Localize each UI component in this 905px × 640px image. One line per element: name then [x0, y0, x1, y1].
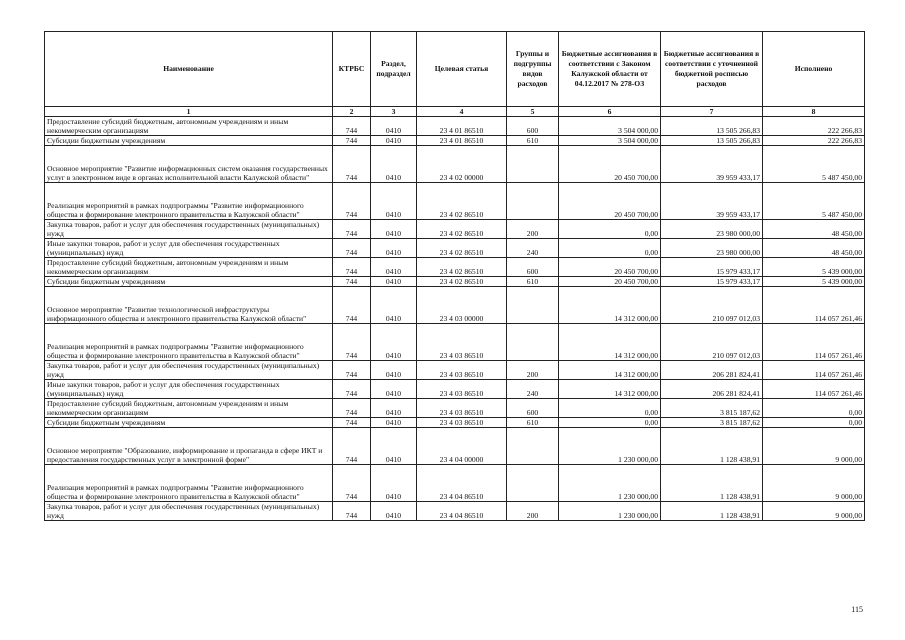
cell-name: Закупка товаров, работ и услуг для обеспечения государственных (муниципальных) нужд: [45, 220, 333, 239]
cell-section: 0410: [371, 465, 417, 502]
cell-name: Иные закупки товаров, работ и услуг для обеспечения государственных (муниципальных) нужд: [45, 239, 333, 258]
cell-name: Предоставление субсидий бюджетным, автономным учреждениям и иным некоммерческим организациям: [45, 399, 333, 418]
table-row: [45, 361, 865, 380]
cell-name: Реализация мероприятий в рамках подпрограммы "Развитие информационного общества и формирование электронного правительства в Калужской области": [45, 183, 333, 220]
cell-ktrbs: 744: [333, 239, 371, 258]
cell-group: 200: [507, 220, 559, 239]
cell-ktrbs: 744: [333, 399, 371, 418]
cell-ktrbs: 744: [333, 361, 371, 380]
cell-target: 23 4 02 86510: [417, 239, 507, 258]
cell-updated: 206 281 824,41: [661, 361, 763, 380]
table-row: [45, 502, 865, 521]
table-row: [45, 428, 865, 465]
cell-executed: 222 266,83: [763, 136, 865, 146]
cell-updated: 39 959 433,17: [661, 146, 763, 183]
cell-name: Субсидии бюджетным учреждениям: [45, 277, 333, 287]
table-row: [45, 183, 865, 220]
cell-executed: 9 000,00: [763, 428, 865, 465]
cell-section: 0410: [371, 361, 417, 380]
table-row: [45, 277, 865, 287]
cell-target: 23 4 02 86510: [417, 277, 507, 287]
cell-group: [507, 428, 559, 465]
cell-section: 0410: [371, 117, 417, 136]
cell-law: 0,00: [559, 418, 661, 428]
column-number: 3: [371, 107, 417, 117]
cell-law: 20 450 700,00: [559, 277, 661, 287]
cell-updated: 210 097 012,03: [661, 287, 763, 324]
cell-section: 0410: [371, 183, 417, 220]
cell-ktrbs: 744: [333, 287, 371, 324]
cell-updated: 206 281 824,41: [661, 380, 763, 399]
cell-group: 610: [507, 136, 559, 146]
cell-ktrbs: 744: [333, 428, 371, 465]
table-row: [45, 117, 865, 136]
cell-name: Иные закупки товаров, работ и услуг для обеспечения государственных (муниципальных) нужд: [45, 380, 333, 399]
cell-law: 20 450 700,00: [559, 183, 661, 220]
cell-section: 0410: [371, 258, 417, 277]
budget-table: [44, 31, 865, 521]
cell-target: 23 4 03 86510: [417, 380, 507, 399]
cell-law: 3 504 000,00: [559, 117, 661, 136]
cell-executed: 5 487 450,00: [763, 146, 865, 183]
cell-group: 200: [507, 502, 559, 521]
cell-section: 0410: [371, 220, 417, 239]
column-number: 1: [45, 107, 333, 117]
page-number: 115: [851, 605, 863, 614]
table-row: [45, 465, 865, 502]
cell-executed: 9 000,00: [763, 502, 865, 521]
cell-target: 23 4 02 86510: [417, 258, 507, 277]
cell-target: 23 4 02 86510: [417, 183, 507, 220]
cell-section: 0410: [371, 277, 417, 287]
cell-section: 0410: [371, 146, 417, 183]
cell-name: Субсидии бюджетным учреждениям: [45, 136, 333, 146]
cell-group: 240: [507, 380, 559, 399]
cell-executed: 0,00: [763, 418, 865, 428]
cell-section: 0410: [371, 287, 417, 324]
cell-updated: 3 815 187,62: [661, 399, 763, 418]
cell-updated: 39 959 433,17: [661, 183, 763, 220]
cell-target: 23 4 01 86510: [417, 136, 507, 146]
cell-law: 3 504 000,00: [559, 136, 661, 146]
cell-law: 20 450 700,00: [559, 258, 661, 277]
cell-section: 0410: [371, 399, 417, 418]
cell-ktrbs: 744: [333, 380, 371, 399]
cell-executed: 5 439 000,00: [763, 277, 865, 287]
cell-group: 610: [507, 277, 559, 287]
cell-ktrbs: 744: [333, 136, 371, 146]
cell-updated: 23 980 000,00: [661, 220, 763, 239]
cell-ktrbs: 744: [333, 220, 371, 239]
cell-name: Основное мероприятие "Развитие технологической инфраструктуры информационного общества и электронного правительства Калужской области": [45, 287, 333, 324]
cell-name: Основное мероприятие "Образование, информирование и пропаганда в сфере ИКТ и предоставления государственных услуг в электронной форме": [45, 428, 333, 465]
table-row: [45, 258, 865, 277]
cell-group: 600: [507, 117, 559, 136]
cell-updated: 3 815 187,62: [661, 418, 763, 428]
cell-law: 0,00: [559, 220, 661, 239]
cell-section: 0410: [371, 502, 417, 521]
cell-ktrbs: 744: [333, 465, 371, 502]
header-budget-updated: Бюджетные ассигнования в соответствии с уточненной бюджетной росписью расходов: [661, 32, 763, 107]
cell-executed: 222 266,83: [763, 117, 865, 136]
cell-group: 600: [507, 258, 559, 277]
cell-law: 1 230 000,00: [559, 428, 661, 465]
cell-ktrbs: 744: [333, 146, 371, 183]
cell-group: 200: [507, 361, 559, 380]
cell-section: 0410: [371, 428, 417, 465]
cell-group: 240: [507, 239, 559, 258]
cell-target: 23 4 04 00000: [417, 428, 507, 465]
cell-law: 14 312 000,00: [559, 287, 661, 324]
cell-group: [507, 465, 559, 502]
column-number: 2: [333, 107, 371, 117]
cell-name: Предоставление субсидий бюджетным, автономным учреждениям и иным некоммерческим организациям: [45, 258, 333, 277]
cell-name: Реализация мероприятий в рамках подпрограммы "Развитие информационного общества и формирование электронного правительства в Калужской области": [45, 465, 333, 502]
cell-updated: 1 128 438,91: [661, 502, 763, 521]
cell-group: [507, 287, 559, 324]
cell-name: Предоставление субсидий бюджетным, автономным учреждениям и иным некоммерческим организациям: [45, 117, 333, 136]
cell-name: Основное мероприятие "Развитие информационных систем оказания государственных услуг в электронном виде в органах исполнительной власти Калужской области": [45, 146, 333, 183]
table-row: [45, 380, 865, 399]
column-number: 7: [661, 107, 763, 117]
cell-target: 23 4 04 86510: [417, 465, 507, 502]
cell-name: Закупка товаров, работ и услуг для обеспечения государственных (муниципальных) нужд: [45, 502, 333, 521]
cell-law: 1 230 000,00: [559, 465, 661, 502]
cell-target: 23 4 03 86510: [417, 418, 507, 428]
cell-updated: 1 128 438,91: [661, 465, 763, 502]
cell-updated: 210 097 012,03: [661, 324, 763, 361]
table-row: [45, 287, 865, 324]
cell-executed: 48 450,00: [763, 239, 865, 258]
cell-updated: 15 979 433,17: [661, 277, 763, 287]
header-section: Раздел, подраздел: [371, 32, 417, 107]
cell-ktrbs: 744: [333, 324, 371, 361]
header-group: Группы и подгруппы видов расходов: [507, 32, 559, 107]
cell-section: 0410: [371, 380, 417, 399]
cell-target: 23 4 04 86510: [417, 502, 507, 521]
cell-executed: 5 439 000,00: [763, 258, 865, 277]
cell-section: 0410: [371, 418, 417, 428]
cell-section: 0410: [371, 324, 417, 361]
table-row: [45, 136, 865, 146]
cell-target: 23 4 03 86510: [417, 324, 507, 361]
table-row: [45, 418, 865, 428]
cell-executed: 114 057 261,46: [763, 361, 865, 380]
header-target: Целевая статья: [417, 32, 507, 107]
table-row: [45, 220, 865, 239]
column-number: 4: [417, 107, 507, 117]
header-name: Наименование: [45, 32, 333, 107]
column-number: 8: [763, 107, 865, 117]
cell-updated: 1 128 438,91: [661, 428, 763, 465]
cell-target: 23 4 01 86510: [417, 117, 507, 136]
cell-executed: 114 057 261,46: [763, 324, 865, 361]
cell-ktrbs: 744: [333, 258, 371, 277]
cell-law: 14 312 000,00: [559, 380, 661, 399]
cell-target: 23 4 03 86510: [417, 361, 507, 380]
cell-name: Субсидии бюджетным учреждениям: [45, 418, 333, 428]
header-budget-law: Бюджетные ассигнования в соответствии с Законом Калужской области от 04.12.2017 № 278-ОЗ: [559, 32, 661, 107]
cell-ktrbs: 744: [333, 183, 371, 220]
column-number: 5: [507, 107, 559, 117]
cell-target: 23 4 03 00000: [417, 287, 507, 324]
cell-target: 23 4 02 00000: [417, 146, 507, 183]
column-number: 6: [559, 107, 661, 117]
cell-group: [507, 146, 559, 183]
cell-target: 23 4 03 86510: [417, 399, 507, 418]
cell-ktrbs: 744: [333, 277, 371, 287]
cell-law: 14 312 000,00: [559, 361, 661, 380]
column-number-row: [45, 107, 865, 117]
cell-target: 23 4 02 86510: [417, 220, 507, 239]
cell-name: Закупка товаров, работ и услуг для обеспечения государственных (муниципальных) нужд: [45, 361, 333, 380]
cell-ktrbs: 744: [333, 418, 371, 428]
cell-updated: 15 979 433,17: [661, 258, 763, 277]
cell-group: [507, 183, 559, 220]
cell-executed: 114 057 261,46: [763, 287, 865, 324]
cell-law: 1 230 000,00: [559, 502, 661, 521]
table-row: [45, 399, 865, 418]
cell-section: 0410: [371, 136, 417, 146]
cell-ktrbs: 744: [333, 117, 371, 136]
cell-law: 14 312 000,00: [559, 324, 661, 361]
table-row: [45, 146, 865, 183]
cell-name: Реализация мероприятий в рамках подпрограммы "Развитие информационного общества и формирование электронного правительства в Калужской области": [45, 324, 333, 361]
cell-group: 610: [507, 418, 559, 428]
header-row: [45, 32, 865, 107]
cell-group: 600: [507, 399, 559, 418]
cell-executed: 9 000,00: [763, 465, 865, 502]
header-ktrbs: КТРБС: [333, 32, 371, 107]
cell-law: 0,00: [559, 399, 661, 418]
table-row: [45, 324, 865, 361]
cell-ktrbs: 744: [333, 502, 371, 521]
header-executed: Исполнено: [763, 32, 865, 107]
cell-section: 0410: [371, 239, 417, 258]
table-row: [45, 239, 865, 258]
cell-executed: 114 057 261,46: [763, 380, 865, 399]
cell-law: 0,00: [559, 239, 661, 258]
cell-updated: 23 980 000,00: [661, 239, 763, 258]
cell-executed: 48 450,00: [763, 220, 865, 239]
cell-law: 20 450 700,00: [559, 146, 661, 183]
cell-executed: 0,00: [763, 399, 865, 418]
cell-executed: 5 487 450,00: [763, 183, 865, 220]
cell-group: [507, 324, 559, 361]
cell-updated: 13 505 266,83: [661, 136, 763, 146]
cell-updated: 13 505 266,83: [661, 117, 763, 136]
